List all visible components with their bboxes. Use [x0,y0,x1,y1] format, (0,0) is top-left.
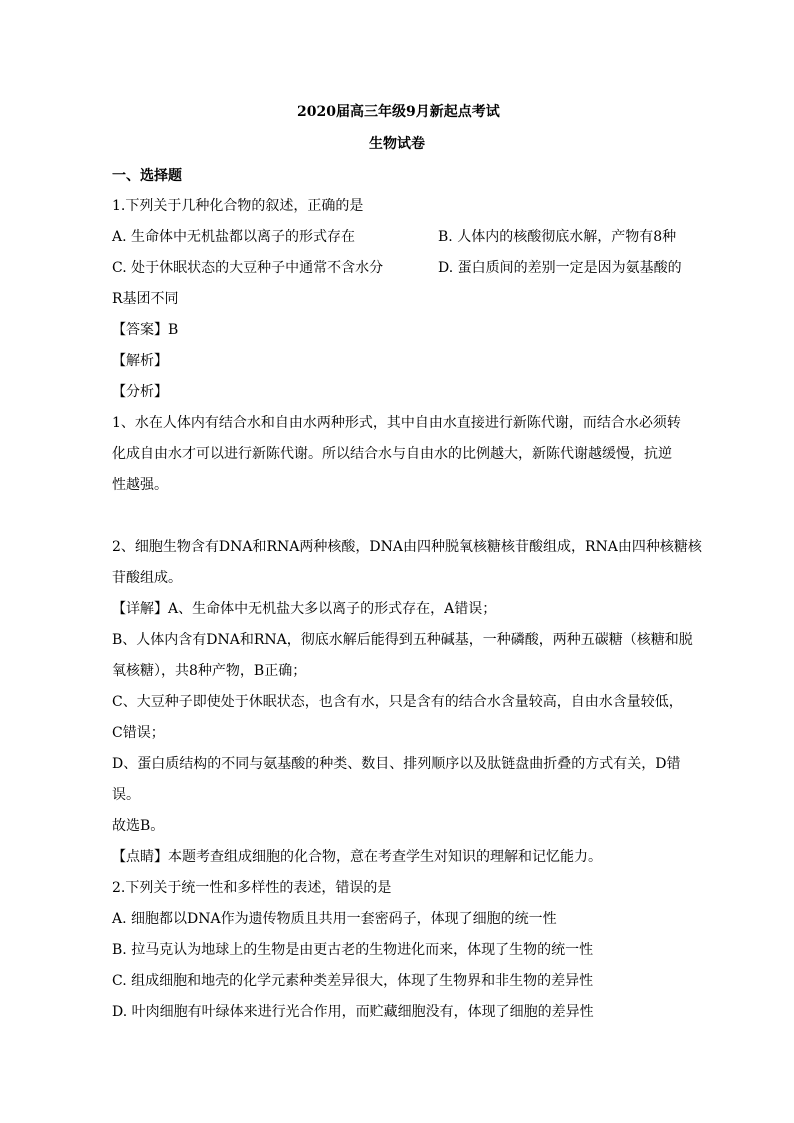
fenxi-paragraph-1-line-2: 化成自由水才可以进行新陈代谢。所以结合水与自由水的比例越大，新陈代谢越缓慢，抗逆 [112,446,672,462]
detail-d-line-2: 误。 [112,787,140,803]
question-1-stem: 1.下列关于几种化合物的叙述，正确的是 [112,198,364,214]
question-1-option-d-cont: R基团不同 [112,291,179,307]
question-2-stem: 2.下列关于统一性和多样性的表述，错误的是 [112,880,392,896]
dianjing-note: 【点睛】本题考查组成细胞的化合物，意在考查学生对知识的理解和记忆能力。 [112,849,602,865]
detail-c-line-2: C错误； [112,725,165,741]
choice-conclusion: 故选B。 [112,818,165,834]
exam-subtitle: 生物试卷 [369,136,425,152]
fenxi-paragraph-1-line-1: 1、水在人体内有结合水和自由水两种形式，其中自由水直接进行新陈代谢，而结合水必须转 [112,415,681,431]
question-1-option-b: B. 人体内的核酸彻底水解，产物有8种 [438,229,677,245]
answer-label: 【答案】B [112,322,179,338]
analysis-label: 【解析】 [112,353,168,369]
fenxi-paragraph-2-line-2: 苷酸组成。 [112,570,182,586]
question-2-option-d: D. 叶肉细胞有叶绿体来进行光合作用，而贮藏细胞没有，体现了细胞的差异性 [112,1004,594,1020]
question-2-option-c: C. 组成细胞和地壳的化学元素种类差异很大，体现了生物界和非生物的差异性 [112,973,594,989]
exam-title: 2020届高三年级9月新起点考试 [297,104,500,120]
detail-c-line-1: C、大豆种子即使处于休眠状态，也含有水，只是含有的结合水含量较高，自由水含量较低， [112,694,683,710]
detail-a: 【详解】A、生命体中无机盐大多以离子的形式存在，A错误； [112,601,497,617]
question-2-option-b: B. 拉马克认为地球上的生物是由更古老的生物进化而来，体现了生物的统一性 [112,942,594,958]
detail-d-line-1: D、蛋白质结构的不同与氨基酸的种类、数目、排列顺序以及肽链盘曲折叠的方式有关，D错 [112,756,681,772]
fenxi-paragraph-2-line-1: 2、细胞生物含有DNA和RNA两种核酸，DNA由四种脱氧核糖核苷酸组成，RNA由四种核糖核 [112,539,702,555]
question-1-option-a: A. 生命体中无机盐都以离子的形式存在 [112,229,356,245]
detail-b-line-1: B、人体内含有DNA和RNA，彻底水解后能得到五种碱基，一种磷酸，两种五碳糖（核糖和脱 [112,632,693,648]
question-1-option-d: D. 蛋白质间的差别一定是因为氨基酸的 [438,260,682,276]
question-2-option-a: A. 细胞都以DNA作为遗传物质且共用一套密码子，体现了细胞的统一性 [112,911,557,927]
detail-b-line-2: 氧核糖），共8种产物，B正确； [112,663,307,679]
fenxi-paragraph-1-line-3: 性越强。 [112,477,168,493]
fenxi-label: 【分析】 [112,384,168,400]
section-heading: 一、选择题 [112,168,182,184]
question-1-option-c: C. 处于休眠状态的大豆种子中通常不含水分 [112,260,384,276]
